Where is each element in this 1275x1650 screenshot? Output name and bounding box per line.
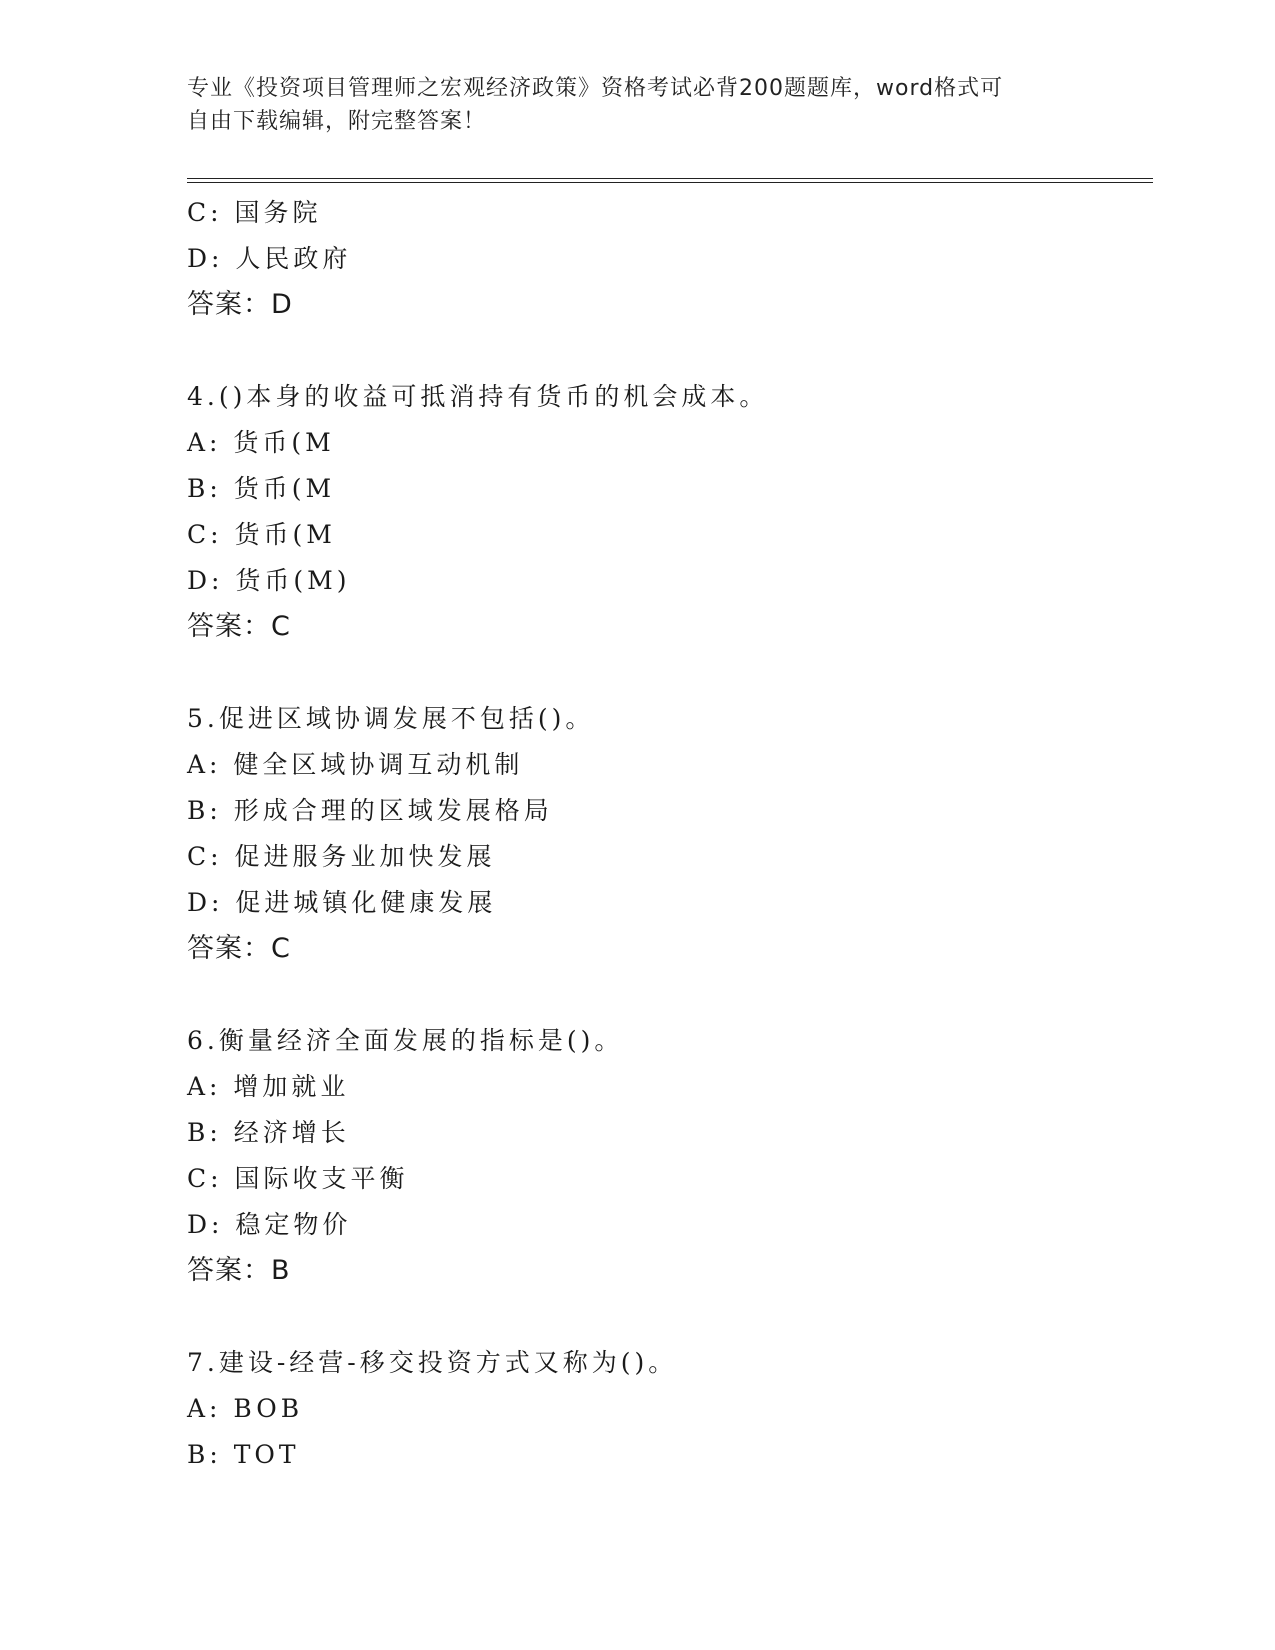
question-list [187, 190, 1153, 1478]
option-b: B: TOT [187, 1440, 300, 1469]
question-block-4 [187, 374, 1153, 650]
header-divider-top [187, 178, 1153, 179]
spacer [187, 972, 1153, 1018]
option-d: D: 稳定物价 [187, 1210, 352, 1239]
spacer [187, 650, 1153, 696]
header-divider-bottom [187, 182, 1153, 183]
answer-line: 答案：C [187, 933, 291, 964]
question-block-6 [187, 1018, 1153, 1294]
question-block-3 [187, 190, 1153, 328]
question-text: 7.建设-经营-移交投资方式又称为()。 [187, 1348, 678, 1377]
option-b: B: 形成合理的区域发展格局 [187, 796, 553, 825]
header-line-2: 自由下载编辑，附完整答案！ [187, 109, 487, 134]
option-c: C: 货币(M [187, 520, 336, 549]
answer-line: 答案：B [187, 1255, 291, 1286]
document-header [187, 72, 1067, 138]
option-b: B: 货币(M [187, 474, 336, 503]
spacer [187, 328, 1153, 374]
option-a: A: 货币(M [187, 428, 335, 457]
option-a: A: 健全区域协调互动机制 [187, 750, 524, 779]
option-c: C: 国务院 [187, 198, 322, 227]
option-d: D: 促进城镇化健康发展 [187, 888, 497, 917]
question-text: 4.()本身的收益可抵消持有货币的机会成本。 [187, 382, 769, 411]
answer-line: 答案：C [187, 611, 291, 642]
question-block-5 [187, 696, 1153, 972]
option-c: C: 国际收支平衡 [187, 1164, 409, 1193]
question-text: 5.促进区域协调发展不包括()。 [187, 704, 595, 733]
question-text: 6.衡量经济全面发展的指标是()。 [187, 1026, 624, 1055]
option-a: A: BOB [187, 1394, 304, 1423]
question-block-7 [187, 1340, 1153, 1478]
spacer [187, 1294, 1153, 1340]
answer-line: 答案：D [187, 289, 293, 320]
option-a: A: 增加就业 [187, 1072, 350, 1101]
option-c: C: 促进服务业加快发展 [187, 842, 496, 871]
option-d: D: 人民政府 [187, 244, 352, 273]
option-d: D: 货币(M) [187, 566, 351, 595]
header-line-1: 专业《投资项目管理师之宏观经济政策》资格考试必背200题题库，word格式可 [187, 76, 1004, 101]
option-b: B: 经济增长 [187, 1118, 350, 1147]
